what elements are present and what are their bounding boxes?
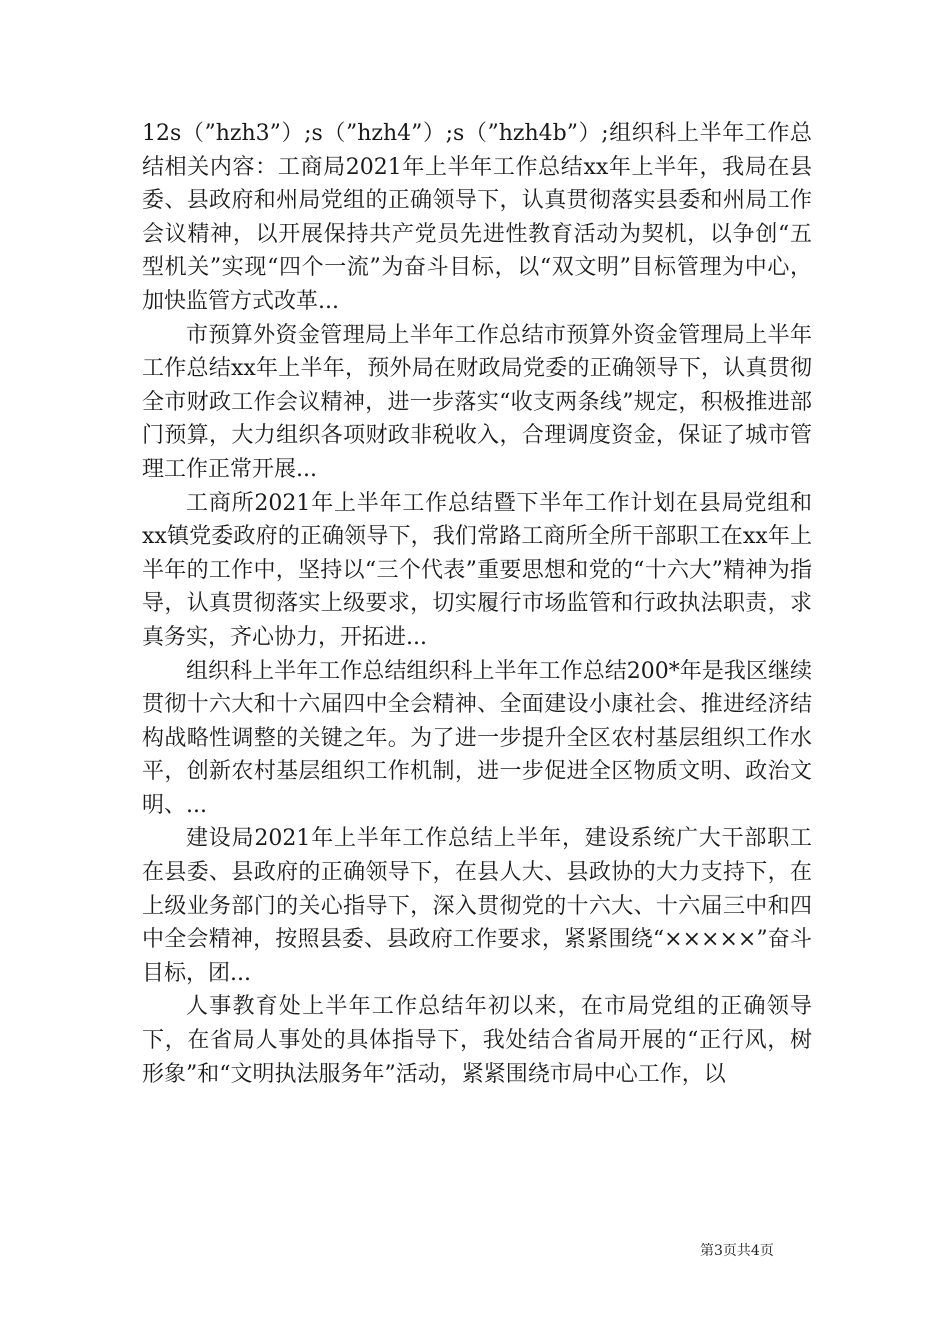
page-number: 第3页共4页 (700, 1243, 774, 1259)
paragraph-2: 市预算外资金管理局上半年工作总结市预算外资金管理局上半年工作总结xx年上半年，预外局在财政局党委的正确领导下，认真贯彻全市财政工作会议精神，进一步落实“收支两条线”规定，积极推进部门预算，大力组织各项财政非税收入，合理调度资金，保证了城市管理工作正常开展... (142, 322, 812, 482)
paragraph-3: 工商所2021年上半年工作总结暨下半年工作计划在县局党组和xx镇党委政府的正确领导下，我们常路工商所全所干部职工在xx年上半年的工作中，坚持以“三个代表”重要思想和党的“十六大”精神为指导，认真贯彻落实上级要求，切实履行市场监管和行政执法职责，求真务实，齐心协力，开拓进... (142, 490, 812, 650)
paragraph-4: 组织科上半年工作总结组织科上半年工作总结200*年是我区继续贯彻十六大和十六届四中全会精神、全面建设小康社会、推进经济结构战略性调整的关键之年。为了进一步提升全区农村基层组织工作水平，创新农村基层组织工作机制，进一步促进全区物质文明、政治文明、... (142, 658, 812, 818)
paragraph-5: 建设局2021年上半年工作总结上半年，建设系统广大干部职工在县委、县政府的正确领导下，在县人大、县政协的大力支持下，在上级业务部门的关心指导下，深入贯彻党的十六大、十六届三中和四中全会精神，按照县委、县政府工作要求，紧紧围绕“×××××”奋斗目标，团... (142, 826, 812, 986)
document-body (142, 117, 812, 1091)
paragraph-6: 人事教育处上半年工作总结年初以来，在市局党组的正确领导下，在省局人事处的具体指导下，我处结合省局开展的“正行风，树形象”和“文明执法服务年”活动，紧紧围绕市局中心工作，以 (142, 994, 812, 1087)
paragraph-1: 12s（”hzh3”）;s（”hzh4”）;s（”hzh4b”）;组织科上半年工作总结相关内容：工商局2021年上半年工作总结xx年上半年，我局在县委、县政府和州局党组的正确领导下，认真贯彻落实县委和州局工作会议精神，以开展保持共产党员先进性教育活动为契机，以争创“五型机关”实现“四个一流”为奋斗目标，以“双文明”目标管理为中心，加快监管方式改革... (142, 121, 812, 314)
